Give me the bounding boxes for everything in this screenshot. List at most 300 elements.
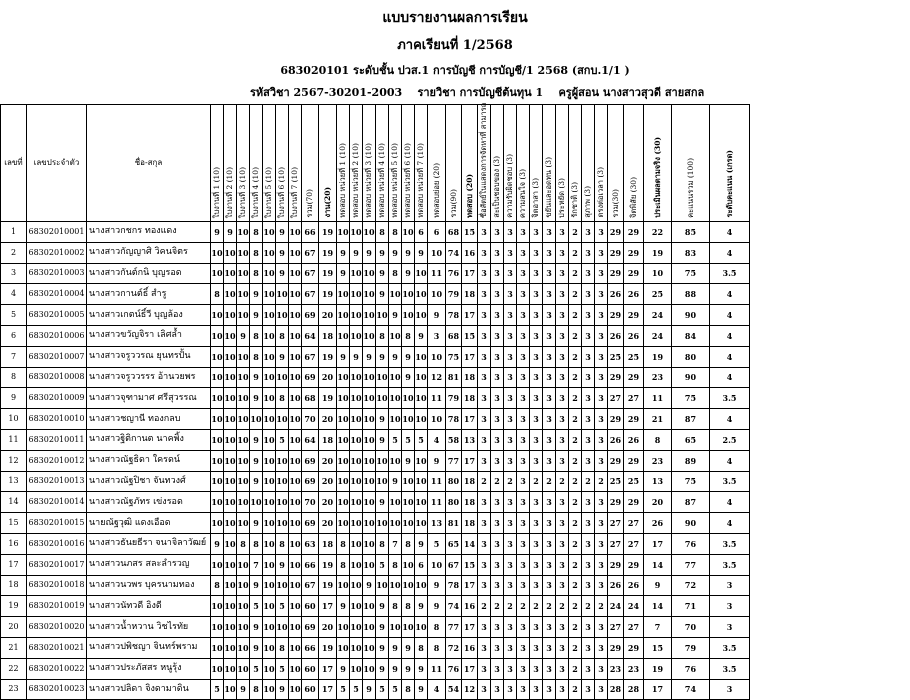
score-cell: 3 [504,242,517,263]
score-cell: 17 [462,617,478,638]
score-cell: 74 [446,242,462,263]
score-cell: 11 [428,263,446,284]
score-cell: 10 [415,450,428,471]
score-cell: 10 [211,263,224,284]
score-cell: 3 [504,263,517,284]
score-cell: 10 [402,305,415,326]
score-cell: 10 [337,409,350,430]
score-cell: 3 [504,513,517,534]
score-cell: 18 [462,492,478,513]
score-cell: 2 [569,429,582,450]
score-cell: 9 [250,450,263,471]
header-student-id: เลขประจำตัว [27,105,87,222]
header-score-label: รวม(30) [610,189,620,218]
score-cell: 2 [582,471,595,492]
score-cell: 10 [224,305,237,326]
header-score-23 [517,105,530,222]
score-cell: 10 [289,429,302,450]
score-cell: 9 [376,263,389,284]
score-cell: 10 [363,554,376,575]
score-cell: 10 [389,450,402,471]
header-score-26 [556,105,569,222]
score-cell: 2 [491,471,504,492]
score-cell: 23 [644,367,672,388]
score-cell: 2 [556,471,569,492]
score-cell: 29 [608,367,624,388]
table-row [1,471,750,492]
score-cell: 10 [237,658,250,679]
score-cell: 3 [504,492,517,513]
score-cell: 9 [402,242,415,263]
score-cell: 9 [350,346,363,367]
score-cell: 5 [389,429,402,450]
score-cell: 9 [376,658,389,679]
score-cell: 4 [710,409,750,430]
score-cell: 9 [250,471,263,492]
score-cell: 3 [543,513,556,534]
table-header-row [1,105,750,222]
header-score-label: ใบงานที่ 3 (10) [238,166,248,218]
score-cell: 9 [402,450,415,471]
header-score-label: ตรงต่อเวลา (3) [596,167,606,218]
score-cell: 9 [363,346,376,367]
score-cell: 3 [595,533,608,554]
score-cell: 69 [302,513,319,534]
score-cell: 78 [446,409,462,430]
student-no: 4 [1,284,27,305]
student-no: 20 [1,617,27,638]
score-cell: 70 [302,492,319,513]
score-cell: 3 [491,388,504,409]
score-cell: 10 [211,388,224,409]
score-cell: 2 [569,242,582,263]
header-score-label: ทดสอบ หน่วยที่ 2 (10) [351,143,361,218]
score-cell: 5 [250,658,263,679]
score-cell: 5 [250,596,263,617]
score-cell: 79 [446,284,462,305]
header-score-label: ความรับผิดชอบ (3) [505,154,515,218]
student-id: 68302010005 [27,305,87,326]
score-cell: 10 [376,388,389,409]
score-cell: 10 [337,450,350,471]
score-cell: 3 [582,533,595,554]
score-cell: 2 [569,471,582,492]
score-cell: 54 [446,679,462,700]
score-cell: 77 [672,554,710,575]
score-cell: 10 [363,492,376,513]
score-cell: 3 [595,222,608,243]
score-cell: 10 [363,325,376,346]
score-cell: 11 [428,471,446,492]
header-score-8 [302,105,319,222]
header-score-label: ประเมินผลตามจริง (30) [652,137,662,218]
score-cell: 2 [569,409,582,430]
table-row [1,658,750,679]
score-cell: 10 [376,367,389,388]
score-cell: 10 [224,575,237,596]
score-cell: 10 [237,263,250,284]
score-cell: 2 [478,596,491,617]
score-cell: 3 [491,617,504,638]
score-cell: 80 [446,492,462,513]
score-cell: 10 [350,284,363,305]
score-cell: 2 [543,596,556,617]
score-cell: 5 [428,533,446,554]
score-cell: 10 [363,388,376,409]
score-cell: 69 [302,617,319,638]
score-cell: 4 [710,325,750,346]
score-cell: 80 [446,471,462,492]
student-name: นางสาวกัญญาศิ วิคนจิตร [87,242,211,263]
score-cell: 18 [462,471,478,492]
score-cell: 29 [624,222,644,243]
score-cell: 10 [350,388,363,409]
score-cell: 9 [250,575,263,596]
score-cell: 10 [415,305,428,326]
score-cell: 27 [608,533,624,554]
score-cell: 10 [428,554,446,575]
score-cell: 4 [710,450,750,471]
score-cell: 3 [530,429,543,450]
score-cell: 3 [504,325,517,346]
score-cell: 10 [263,471,276,492]
score-cell: 9 [376,617,389,638]
score-cell: 3 [491,409,504,430]
student-name: นางสาวธันยธีรา จนาจิลาวัฒย์ [87,533,211,554]
student-id: 68302010015 [27,513,87,534]
score-cell: 9 [337,242,350,263]
score-cell: 2 [569,263,582,284]
score-cell: 60 [302,679,319,700]
score-cell: 22 [644,222,672,243]
score-cell: 10 [389,367,402,388]
score-cell: 18 [462,284,478,305]
header-score-label: ใบงานที่ 2 (10) [225,166,235,218]
score-cell: 10 [376,450,389,471]
score-cell: 10 [289,575,302,596]
score-cell: 3 [595,554,608,575]
score-cell: 3 [517,533,530,554]
score-cell: 10 [211,596,224,617]
score-cell: 10 [350,596,363,617]
score-cell: 3 [517,471,530,492]
score-cell: 9 [402,637,415,658]
score-cell: 19 [319,222,337,243]
score-cell: 15 [462,554,478,575]
student-no: 1 [1,222,27,243]
score-cell: 63 [302,533,319,554]
student-id: 68302010002 [27,242,87,263]
student-id: 68302010010 [27,409,87,430]
score-cell: 9 [376,242,389,263]
score-cell: 9 [276,263,289,284]
score-cell: 10 [289,222,302,243]
score-cell: 29 [608,637,624,658]
score-cell: 10 [211,617,224,638]
student-no: 10 [1,409,27,430]
score-cell: 74 [446,596,462,617]
score-cell: 10 [263,492,276,513]
table-row [1,367,750,388]
header-score-label: ใบงานที่ 6 (10) [277,166,287,218]
score-cell: 29 [624,637,644,658]
score-cell: 3 [582,346,595,367]
header-score-30 [608,105,624,222]
score-cell: 10 [337,388,350,409]
score-cell: 10 [337,637,350,658]
score-cell: 10 [376,305,389,326]
student-no: 21 [1,637,27,658]
score-cell: 3 [504,346,517,367]
score-cell: 2 [569,450,582,471]
score-cell: 3 [478,450,491,471]
score-cell: 10 [263,513,276,534]
score-cell: 10 [350,637,363,658]
score-cell: 10 [350,367,363,388]
score-cell: 3 [595,637,608,658]
score-cell: 26 [608,325,624,346]
score-cell: 10 [363,409,376,430]
score-cell: 19 [319,263,337,284]
score-cell: 2 [530,596,543,617]
score-cell: 74 [672,679,710,700]
score-cell: 7 [644,617,672,638]
score-cell: 3 [543,658,556,679]
score-cell: 13 [644,471,672,492]
score-cell: 9 [250,513,263,534]
student-id: 68302010011 [27,429,87,450]
score-cell: 9 [389,658,402,679]
score-cell: 26 [608,284,624,305]
score-cell: 64 [302,325,319,346]
score-cell: 10 [415,346,428,367]
score-cell: 9 [428,596,446,617]
score-cell: 3 [517,409,530,430]
score-cell: 3 [504,305,517,326]
score-cell: 3 [517,346,530,367]
score-cell: 10 [389,575,402,596]
score-cell: 9 [376,409,389,430]
score-cell: 3 [517,305,530,326]
score-cell: 10 [350,471,363,492]
score-cell: 72 [672,575,710,596]
student-name: นางสาวประภัสสร หนูรุ้ง [87,658,211,679]
score-cell: 3 [478,617,491,638]
score-cell: 3 [517,492,530,513]
score-cell: 3 [478,409,491,430]
score-cell: 69 [302,305,319,326]
score-cell: 2 [517,596,530,617]
score-cell: 10 [237,284,250,305]
score-cell: 20 [319,450,337,471]
score-cell: 8 [250,346,263,367]
score-cell: 10 [237,596,250,617]
score-cell: 15 [462,325,478,346]
score-cell: 9 [237,325,250,346]
semester-title: ภาคเรียนที่ 1/2568 [397,38,513,53]
student-no: 18 [1,575,27,596]
score-cell: 3.5 [710,533,750,554]
score-cell: 5 [337,679,350,700]
student-name: นางสาวฐิติกานต นาคพิ้ง [87,429,211,450]
student-id: 68302010012 [27,450,87,471]
score-cell: 2 [595,596,608,617]
score-cell: 10 [389,409,402,430]
score-cell: 8 [376,325,389,346]
score-cell: 8 [644,429,672,450]
score-cell: 3 [595,575,608,596]
table-row [1,346,750,367]
score-cell: 10 [263,409,276,430]
score-cell: 69 [302,367,319,388]
score-cell: 3 [595,409,608,430]
score-cell: 9 [376,637,389,658]
score-cell: 10 [263,679,276,700]
score-cell: 10 [289,388,302,409]
score-cell: 19 [319,284,337,305]
score-cell: 3 [491,575,504,596]
score-cell: 8 [402,596,415,617]
score-cell: 3.5 [710,637,750,658]
score-cell: 10 [389,492,402,513]
score-cell: 3 [582,305,595,326]
score-cell: 17 [462,575,478,596]
score-cell: 3 [517,637,530,658]
score-cell: 10 [263,533,276,554]
score-cell: 19 [319,388,337,409]
score-cell: 3 [517,242,530,263]
score-cell: 10 [263,367,276,388]
score-cell: 19 [644,242,672,263]
score-cell: 3 [478,492,491,513]
score-cell: 3 [582,409,595,430]
class-line: 683020101 ระดับชั้น ปวส.1 การบัญชี การบัญชี/1 2568 (สกบ.1/1 ) [280,64,630,77]
score-cell: 10 [350,658,363,679]
student-no: 13 [1,471,27,492]
score-cell: 21 [644,409,672,430]
score-cell: 8 [250,222,263,243]
score-cell: 9 [276,242,289,263]
score-cell: 66 [302,637,319,658]
score-cell: 10 [263,242,276,263]
score-cell: 75 [672,471,710,492]
score-cell: 10 [415,409,428,430]
score-cell: 3 [595,305,608,326]
score-cell: 3 [517,513,530,534]
score-cell: 84 [672,325,710,346]
score-cell: 3 [517,658,530,679]
score-cell: 3 [478,346,491,367]
score-cell: 3 [491,637,504,658]
score-cell: 10 [289,471,302,492]
score-cell: 67 [302,284,319,305]
score-cell: 10 [350,305,363,326]
score-cell: 9 [376,284,389,305]
score-cell: 3 [582,575,595,596]
student-no: 5 [1,305,27,326]
score-cell: 3 [478,242,491,263]
student-no: 19 [1,596,27,617]
score-cell: 27 [624,617,644,638]
score-cell: 3.5 [710,263,750,284]
score-cell: 3 [543,242,556,263]
table-row [1,450,750,471]
score-cell: 24 [644,325,672,346]
header-score-label: ความสนใจ (3) [518,168,528,218]
score-cell: 9 [337,596,350,617]
score-cell: 27 [608,617,624,638]
score-cell: 3 [530,409,543,430]
score-cell: 3 [556,305,569,326]
score-cell: 11 [428,658,446,679]
score-cell: 10 [263,575,276,596]
header-score-16 [415,105,428,222]
score-cell: 9 [415,242,428,263]
score-cell: 25 [624,471,644,492]
student-no: 14 [1,492,27,513]
score-cell: 29 [608,409,624,430]
student-id: 68302010008 [27,367,87,388]
score-cell: 10 [211,554,224,575]
header-score-label: สุภาพ (3) [583,186,593,218]
score-cell: 13 [428,513,446,534]
score-cell: 3 [504,658,517,679]
score-cell: 3 [504,367,517,388]
score-cell: 28 [624,679,644,700]
score-cell: 10 [224,596,237,617]
header-score-19 [462,105,478,222]
score-cell: 75 [672,263,710,284]
score-cell: 3 [478,554,491,575]
score-cell: 3.5 [710,388,750,409]
score-cell: 2 [569,222,582,243]
student-id: 68302010006 [27,325,87,346]
score-cell: 9 [363,679,376,700]
score-cell: 14 [644,554,672,575]
score-cell: 20 [319,513,337,534]
score-cell: 3 [517,325,530,346]
header-name: ชื่อ-สกุล [87,105,211,222]
score-cell: 77 [446,450,462,471]
score-cell: 10 [402,409,415,430]
course-line: รหัสวิชา 2567-30201-2003 รายวิชา การบัญชีต้นทุน 1 ครูผู้สอน นางสาวสุวดี สายสกล [250,86,705,99]
score-cell: 3 [595,284,608,305]
score-cell: 3 [595,325,608,346]
score-cell: 10 [224,492,237,513]
header-score-18 [446,105,462,222]
score-cell: 67 [302,346,319,367]
score-cell: 10 [289,533,302,554]
header-score-31 [624,105,644,222]
score-cell: 3 [504,388,517,409]
score-cell: 3 [517,284,530,305]
score-cell: 3 [595,450,608,471]
score-cell: 18 [319,325,337,346]
score-cell: 10 [363,513,376,534]
score-cell: 19 [644,346,672,367]
score-cell: 3 [491,284,504,305]
score-cell: 10 [289,679,302,700]
score-cell: 3 [478,284,491,305]
score-cell: 3 [478,305,491,326]
score-cell: 3 [710,596,750,617]
score-cell: 19 [319,346,337,367]
score-cell: 10 [389,617,402,638]
score-cell: 3 [478,429,491,450]
score-cell: 3 [491,242,504,263]
score-cell: 3 [543,409,556,430]
student-name: นางสาวณัฐธิดา ใครดน์ [87,450,211,471]
